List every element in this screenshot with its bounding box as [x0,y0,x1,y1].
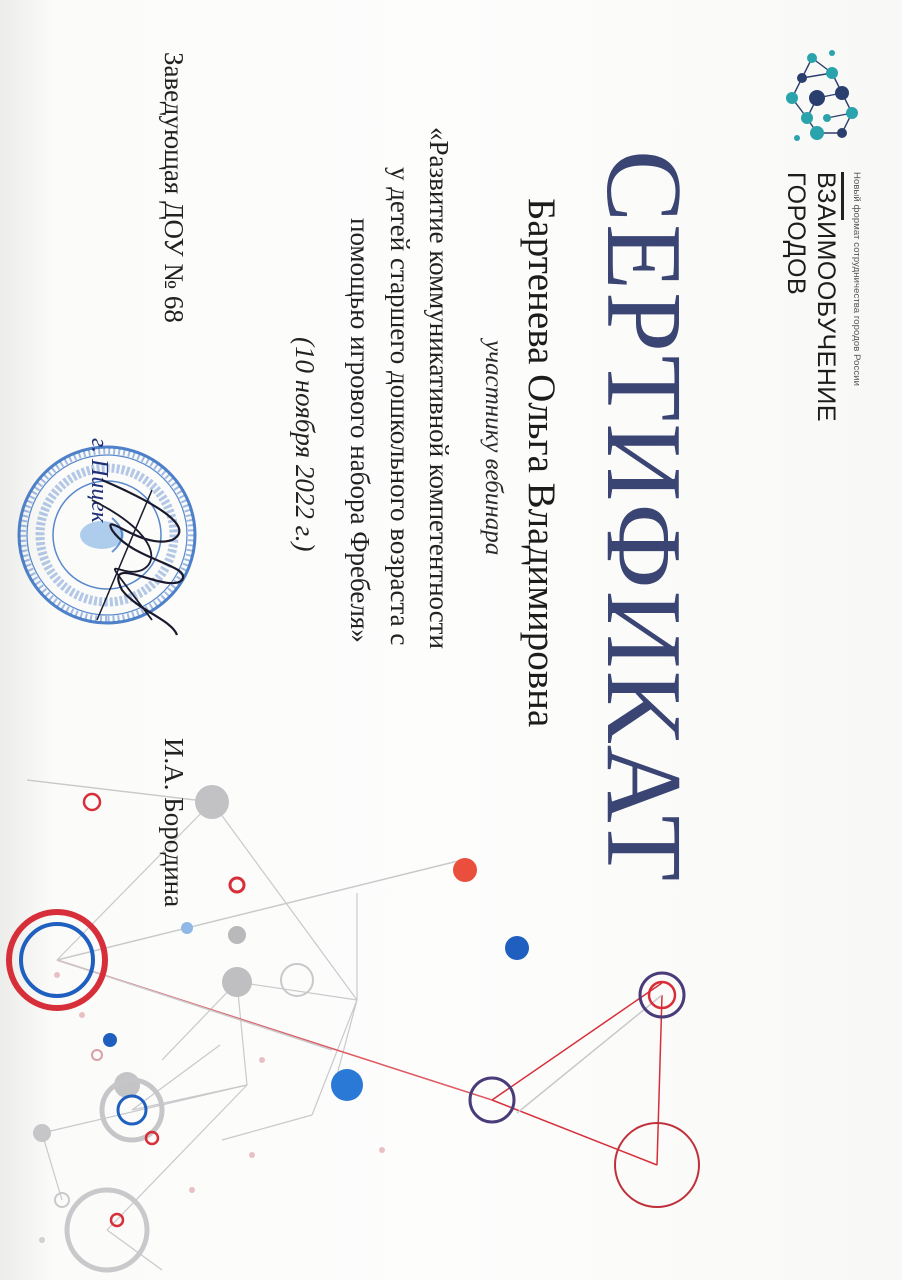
node-grey-dot-left [33,1124,51,1142]
recipient-name: Бартенева Ольга Владимировна [520,198,563,728]
logo-tagline: Новый формат сотрудничества городов России [851,172,862,387]
node-orange-dot [453,858,477,882]
node-pink-ring [92,1050,102,1060]
logo-title-line2: ГОРОДОВ [782,172,810,296]
signer-name: И.А. Бородина [159,738,189,908]
molecule-logo-icon [772,38,872,153]
webinar-topic-line3: помощью игрового набора Фребеля» [345,218,375,643]
certificate-title: СЕРТИФИКАТ [584,150,703,884]
node-grey-small [228,926,246,944]
webinar-topic-line1: «Развитие коммуникативной компетентности [424,127,454,649]
node-blue-dot [331,1069,363,1101]
event-date: (10 ноября 2022 г.) [290,337,320,552]
network-accent-links [57,860,662,1165]
node-blue-tiny [103,1033,117,1047]
seal-city: г. Пицек [86,438,112,523]
signature-mark [77,470,212,640]
node-lightblue-tiny [181,922,193,934]
node-blue-dot-small [505,936,529,960]
logo-title-line1: ВЗАИМООБУЧЕНИЕ [812,172,840,423]
node-grey-large [195,785,229,819]
node-red-ring-a [230,878,244,892]
logo-divider [841,172,844,220]
node-grey-mid [222,967,252,997]
node-red-ring-b [84,794,100,810]
signer-position: Заведующая ДОУ № 68 [159,52,189,323]
recipient-role: участнику вебинара [480,340,507,556]
webinar-topic-line2: у детей старшего дошкольного возраста с [385,167,415,646]
network-links [27,780,357,1270]
